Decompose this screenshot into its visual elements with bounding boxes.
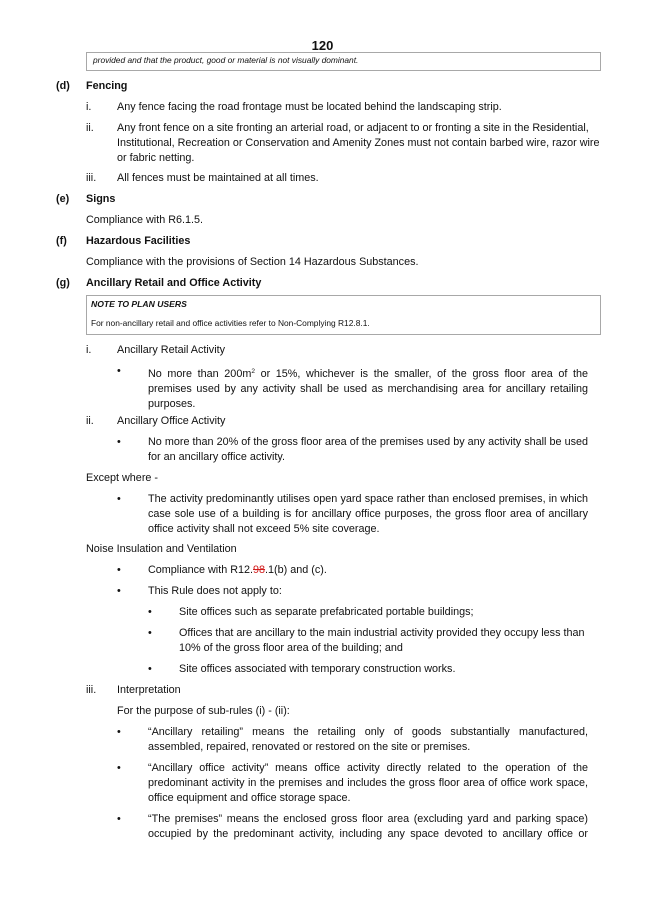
fencing-item-text-line: or fabric netting. [117,152,195,164]
fencing-item-num: i. [86,101,92,113]
interp-title: Interpretation [117,684,181,696]
except-bullet-text [148,492,588,537]
definition-line: “Ancillary retailing” means the retailing only of goods substantially manufactured, [148,726,588,738]
bullet: • [148,663,152,675]
page-number: 120 [311,38,334,53]
office-title: Ancillary Office Activity [117,415,226,427]
compliance-text: .1(b) and (c). [265,564,327,576]
interp-intro: For the purpose of sub-rules (i) - (ii): [117,705,290,717]
definition-line: “Ancillary office activity” means office activity directly related to the operation of the [148,762,588,774]
retail-title: Ancillary Retail Activity [117,344,226,356]
office-bullet-text [148,435,588,465]
retail-num: i. [86,344,92,356]
fencing-item-num: ii. [86,122,94,134]
note-text: For non-ancillary retail and office activities refer to Non-Complying R12.8.1. [91,318,370,328]
except-text-line: case sole use of a building is for ancillary office purposes, the gross floor area of ancillary [148,508,588,520]
fencing-item-text-line: Any front fence on a site fronting an arterial road, or adjacent to or fronting a site in the Residential, [117,122,589,134]
continued-note-box [86,52,601,71]
retail-text-line: premises used by any activity shall be used as merchandising area for ancillary retailing [148,383,588,395]
section-f-text: Compliance with the provisions of Section 14 Hazardous Substances. [86,256,419,268]
exception-text-line: 10% of the gross floor area of the building; and [179,642,403,654]
note-to-plan-users-box [86,295,601,335]
office-num: ii. [86,415,94,427]
section-e-title: Signs [86,193,116,205]
section-d-label: (d) [56,80,70,92]
noise-title: Noise Insulation and Ventilation [86,543,237,555]
bullet: • [148,627,152,639]
office-text-line: for an ancillary office activity. [148,451,286,463]
fencing-item-text: All fences must be maintained at all times. [117,172,319,184]
bullet: • [117,493,121,505]
continued-note-text: provided and that the product, good or material is not visually dominant. [93,55,359,65]
interp-num: iii. [86,684,97,696]
definition-ancillary-office [148,761,588,806]
definition-line: predominant activity in the premises and includes the gross floor area of office work space, [148,777,588,789]
office-text-line: No more than 20% of the gross floor area of the premises used by any activity shall be used [148,436,588,448]
bullet: • [148,606,152,618]
bullet: • [117,585,121,597]
except-text-line: office activity shall not exceed 5% site coverage. [148,523,380,535]
exception-text: Site offices associated with temporary construction works. [179,663,456,675]
note-title: NOTE TO PLAN USERS [91,299,187,309]
exception-text-line: Offices that are ancillary to the main industrial activity provided they occupy less than [179,627,585,639]
retail-text-line: purposes. [148,398,196,410]
definition-the-premises [148,812,588,842]
section-f-title: Hazardous Facilities [86,235,191,247]
section-g-title: Ancillary Retail and Office Activity [86,277,262,289]
bullet: • [117,564,121,576]
bullet: • [117,365,121,377]
except-title: Except where - [86,472,159,484]
section-f-label: (f) [56,235,67,247]
retail-text-b: or 15%, whichever is the smaller, of the gross floor area of the [254,368,588,380]
not-apply-text: This Rule does not apply to: [148,585,282,597]
retail-bullet-text [148,364,588,412]
bullet: • [117,762,121,774]
definition-line: “The premises” means the enclosed gross floor area (excluding yard and parking space) [148,813,588,825]
section-g-label: (g) [56,277,70,289]
bullet: • [117,726,121,738]
definition-line: assembled, repaired, renovated or restored on the site or premises. [148,741,471,753]
definition-line: office equipment and office storage space. [148,792,351,804]
exception-text: Site offices such as separate prefabricated portable buildings; [179,606,474,618]
deleted-text: 98 [253,564,266,576]
bullet: • [117,436,121,448]
superscript-2: 2 [251,368,255,375]
section-e-text: Compliance with R6.1.5. [86,214,204,226]
fencing-item-text-line: Institutional, Recreation or Conservation and Amenity Zones must not contain barbed wire, razor wire [117,137,600,149]
compliance-text: Compliance with R12. [148,564,254,576]
definition-line: occupied by the predominant activity, including any space devoted to ancillary office or [148,828,588,840]
bullet: • [117,813,121,825]
definition-ancillary-retailing [148,725,588,755]
section-e-label: (e) [56,193,70,205]
section-d-title: Fencing [86,80,128,92]
fencing-item-num: iii. [86,172,97,184]
retail-text-a: No more than 200m [148,368,252,380]
noise-compliance [148,563,327,578]
fencing-item-text: Any fence facing the road frontage must be located behind the landscaping strip. [117,101,502,113]
except-text-line: The activity predominantly utilises open yard space rather than enclosed premises, in which [148,493,588,505]
